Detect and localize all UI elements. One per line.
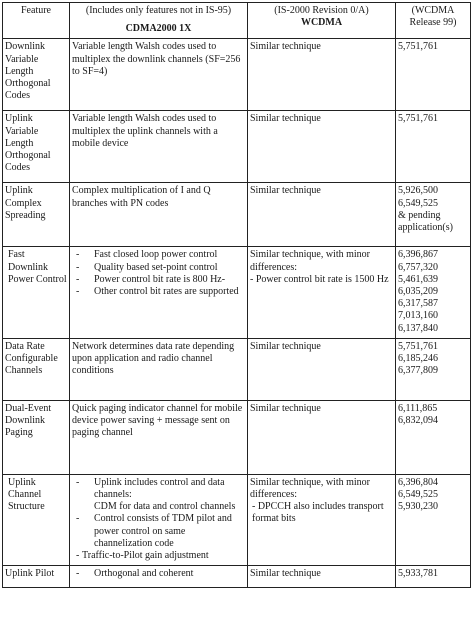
patents-cell — [396, 474, 471, 565]
header-cdma2000 — [70, 3, 248, 39]
patent-number: 6,549,525 — [398, 197, 438, 209]
patent-number: 6,396,867 — [398, 249, 438, 261]
patent-note: & pending application(s) — [398, 209, 453, 234]
header-wcdma-note: (IS-2000 Revision 0/A) — [274, 5, 369, 16]
feature-comparison-table — [2, 2, 471, 588]
header-wcdma-title: WCDMA — [300, 17, 343, 29]
patents-cell — [396, 338, 471, 400]
cdma-cell: Complex multiplication of I and Q branches with PN codes — [70, 183, 248, 247]
patent-number: 6,396,804 — [398, 476, 438, 488]
cdma-cell — [70, 474, 248, 565]
wcdma-cell: Similar technique — [248, 183, 396, 247]
patent-number: 6,549,525 — [398, 489, 438, 501]
table-row — [3, 474, 471, 565]
table-row — [3, 183, 471, 247]
cdma-bullet-list — [72, 477, 245, 562]
list-item: - Uplink includes control and data channels: — [72, 477, 245, 501]
list-item: CDM for data and control channels — [94, 501, 236, 513]
patent-number: 7,013,160 — [398, 310, 438, 322]
cdma-bullet-list — [72, 568, 245, 580]
table-row — [3, 39, 471, 111]
table-row — [3, 111, 471, 183]
cdma-bullet-list — [72, 249, 245, 298]
patents-cell — [396, 247, 471, 338]
wcdma-cell — [248, 474, 396, 565]
feature-cell: Fast Downlink Power Control — [3, 247, 70, 338]
patent-number: 5,751,761 — [398, 340, 438, 352]
cdma-cell: Variable length Walsh codes used to multiplex the uplink channels with a mobile device — [70, 111, 248, 183]
patent-number: 6,757,320 — [398, 261, 438, 273]
feature-cell: Dual-Event Downlink Paging — [3, 400, 70, 474]
list-item: - Quality based set-point control — [72, 262, 245, 274]
header-cdma-title: CDMA2000 1X — [125, 23, 192, 35]
patents-cell — [396, 111, 471, 183]
feature-cell: Uplink Pilot — [3, 566, 70, 588]
table-row — [3, 247, 471, 338]
feature-cell: Uplink Variable Length Orthogonal Codes — [3, 111, 70, 183]
table-row — [3, 338, 471, 400]
cdma-cell: Variable length Walsh codes used to multiplex the downlink channels (SF=256 to SF=4) — [70, 39, 248, 111]
patent-number: 6,832,094 — [398, 415, 438, 427]
list-item: - Fast closed loop power control — [72, 249, 245, 261]
cdma-cell — [70, 247, 248, 338]
cdma-cell: Network determines data rate depending upon application and radio channel conditions — [70, 338, 248, 400]
table-row — [3, 400, 471, 474]
feature-cell: Downlink Variable Length Orthogonal Codes — [3, 39, 70, 111]
list-item: - Orthogonal and coherent — [72, 568, 245, 580]
patent-number: 5,930,230 — [398, 501, 438, 513]
patent-number: 6,185,246 — [398, 353, 438, 365]
patent-number: 5,461,639 — [398, 273, 438, 285]
wcdma-line: - Power control bit rate is 1500 Hz — [250, 273, 389, 285]
table-header-row — [3, 3, 471, 39]
cdma-cell — [70, 566, 248, 588]
wcdma-cell: Similar technique — [248, 566, 396, 588]
patent-number: 5,933,781 — [398, 568, 438, 580]
wcdma-cell — [248, 247, 396, 338]
wcdma-line: Similar technique, with minor differences: — [250, 476, 370, 501]
list-item: - Other control bit rates are supported — [72, 286, 245, 298]
wcdma-line: Similar technique, with minor differences: — [250, 249, 370, 273]
wcdma-line: - DPCCH also includes transport format bits — [252, 501, 384, 525]
patent-number: 6,111,865 — [398, 402, 438, 414]
feature-cell: Uplink Channel Structure — [3, 474, 70, 565]
patents-cell — [396, 566, 471, 588]
wcdma-cell: Similar technique — [248, 400, 396, 474]
patent-number: 5,751,761 — [398, 113, 438, 125]
cdma-cell: Quick paging indicator channel for mobile device power saving + message sent on paging channel — [70, 400, 248, 474]
wcdma-cell: Similar technique — [248, 338, 396, 400]
list-item: power control on same channelization code — [94, 525, 186, 549]
feature-cell: Uplink Complex Spreading — [3, 183, 70, 247]
patent-number: 6,035,209 — [398, 286, 438, 298]
header-feature: Feature — [3, 3, 70, 39]
patent-number: 6,137,840 — [398, 322, 438, 334]
patents-cell — [396, 39, 471, 111]
patent-number: 5,926,500 — [398, 185, 438, 197]
header-cdma-note: (Includes only features not in IS-95) — [85, 5, 232, 16]
table-row — [3, 566, 471, 588]
patents-cell — [396, 400, 471, 474]
patents-cell — [396, 183, 471, 247]
header-patents: (WCDMA Release 99) — [396, 3, 471, 39]
list-item: - Power control bit rate is 800 Hz- — [72, 274, 245, 286]
header-wcdma — [248, 3, 396, 39]
patent-number: 5,751,761 — [398, 41, 438, 53]
wcdma-cell: Similar technique — [248, 39, 396, 111]
patent-number: 6,317,587 — [398, 298, 438, 310]
list-item: - Traffic-to-Pilot gain adjustment — [72, 550, 245, 562]
wcdma-cell: Similar technique — [248, 111, 396, 183]
list-item: - Control consists of TDM pilot and — [72, 513, 245, 525]
patent-number: 6,377,809 — [398, 365, 438, 377]
feature-cell: Data Rate Configurable Channels — [3, 338, 70, 400]
